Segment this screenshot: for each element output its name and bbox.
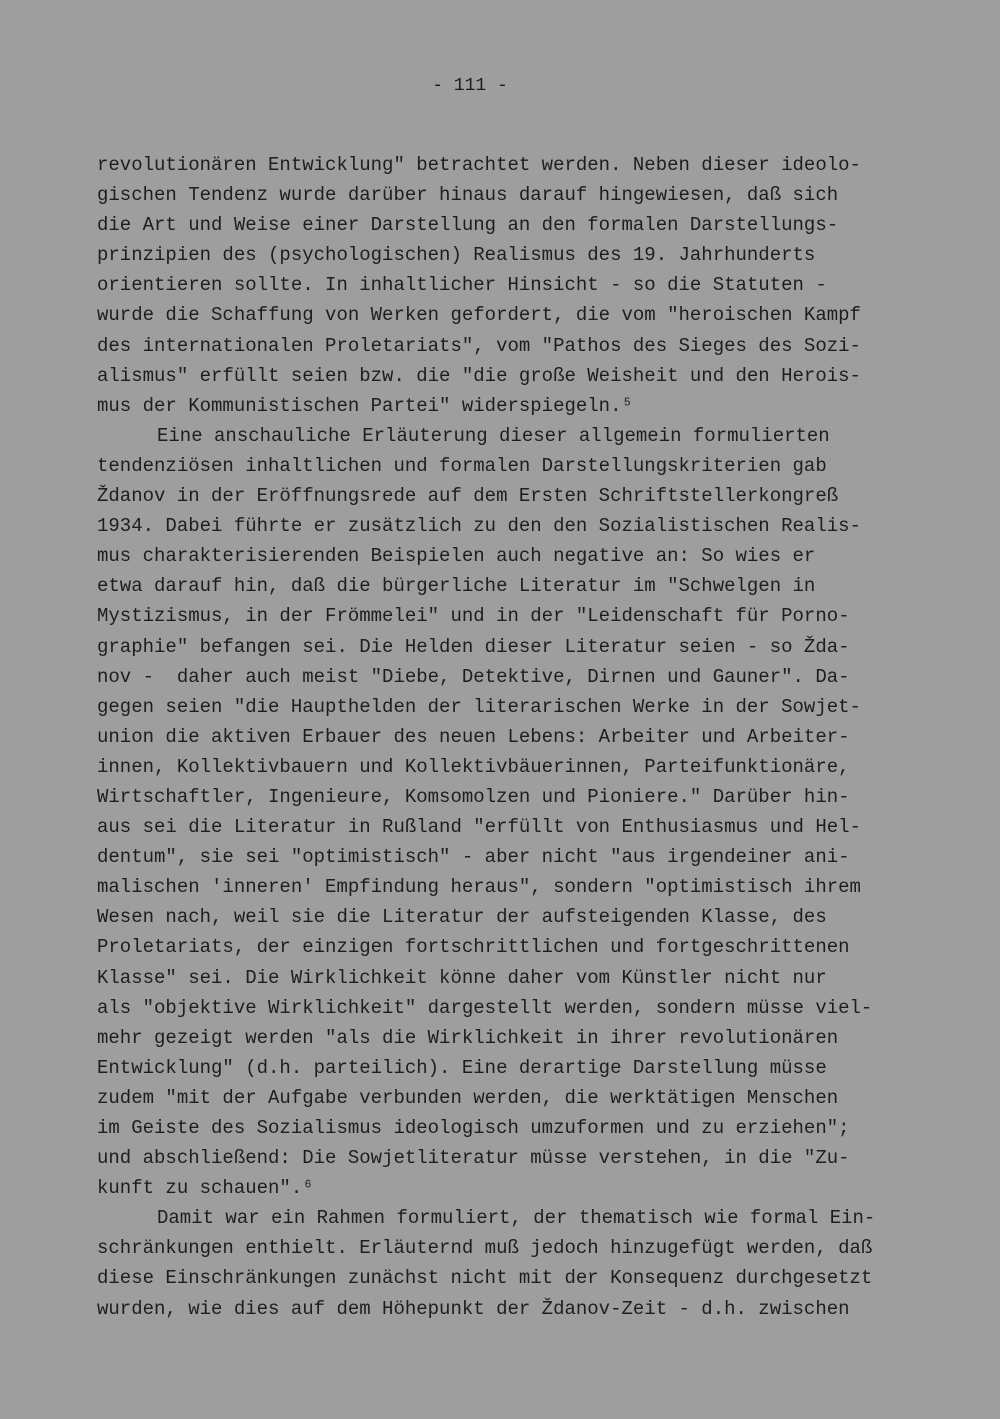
text-line: revolutionären Entwicklung" betrachtet werden. Neben dieser ideolo- xyxy=(97,154,861,176)
text-line: Ždanov in der Eröffnungsrede auf dem Ersten Schriftstellerkongreß xyxy=(97,485,839,508)
text-line: alismus" erfüllt seien bzw. die "die große Weisheit und den Herois- xyxy=(97,364,861,387)
text-line: des internationalen Proletariats", vom "Pathos des Sieges des Sozi- xyxy=(97,334,861,357)
text-line: mus charakterisierenden Beispielen auch negative an: So wies er xyxy=(97,545,816,568)
text-line: Klasse" sei. Die Wirklichkeit könne daher vom Künstler nicht nur xyxy=(97,966,827,989)
text-line: wurde die Schaffung von Werken gefordert, die vom "heroischen Kampf xyxy=(97,304,861,327)
text-line: 1934. Dabei führte er zusätzlich zu den den Sozialistischen Realis- xyxy=(97,515,861,538)
text-line: als "objektive Wirklichkeit" dargestellt werden, sondern müsse viel- xyxy=(97,996,873,1019)
text-line: etwa darauf hin, daß die bürgerliche Literatur im "Schwelgen in xyxy=(97,575,816,598)
text-line: Wesen nach, weil sie die Literatur der aufsteigenden Klasse, des xyxy=(97,906,827,929)
text-line: mus der Kommunistischen Partei" widerspiegeln.⁵ xyxy=(97,394,633,417)
text-line: malischen 'inneren' Empfindung heraus", sondern "optimistisch ihrem xyxy=(97,876,861,899)
text-line: Damit war ein Rahmen formuliert, der thematisch wie formal Ein- xyxy=(157,1207,876,1230)
text-line: Entwicklung" (d.h. parteilich). Eine derartige Darstellung müsse xyxy=(97,1056,827,1079)
text-line: prinzipien des (psychologischen) Realismus des 19. Jahrhunderts xyxy=(97,244,816,267)
text-line: dentum", sie sei "optimistisch" - aber nicht "aus irgendeiner ani- xyxy=(97,846,850,869)
page-number: - 111 - xyxy=(432,76,508,96)
text-line: Wirtschaftler, Ingenieure, Komsomolzen und Pioniere." Darüber hin- xyxy=(97,785,850,808)
text-line: im Geiste des Sozialismus ideologisch umzuformen und zu erziehen"; xyxy=(97,1117,850,1139)
text-line: kunft zu schauen".⁶ xyxy=(97,1177,314,1200)
text-line: schränkungen enthielt. Erläuternd muß jedoch hinzugefügt werden, daß xyxy=(97,1237,873,1260)
text-line: aus sei die Literatur in Rußland "erfüllt von Enthusiasmus und Hel- xyxy=(97,816,861,839)
text-line: orientieren sollte. In inhaltlicher Hinsicht - so die Statuten - xyxy=(97,274,827,297)
text-line: zudem "mit der Aufgabe verbunden werden, die werktätigen Menschen xyxy=(97,1086,839,1109)
text-line: gegen seien "die Haupthelden der literarischen Werke in der Sowjet- xyxy=(97,695,861,718)
text-line: Proletariats, der einzigen fortschrittlichen und fortgeschrittenen xyxy=(97,936,850,959)
text-line: wurden, wie dies auf dem Höhepunkt der Ždanov-Zeit - d.h. zwischen xyxy=(97,1297,850,1320)
text-line: graphie" befangen sei. Die Helden dieser Literatur seien - so Žda- xyxy=(97,635,850,658)
text-line: tendenziösen inhaltlichen und formalen Darstellungskriterien gab xyxy=(97,454,827,477)
text-line: und abschließend: Die Sowjetliteratur müsse verstehen, in die "Zu- xyxy=(97,1147,850,1170)
text-line: gischen Tendenz wurde darüber hinaus darauf hingewiesen, daß sich xyxy=(97,184,839,207)
text-line: nov - daher auch meist "Diebe, Detektive, Dirnen und Gauner". Da- xyxy=(97,665,850,688)
text-line: Mystizismus, in der Frömmelei" und in der "Leidenschaft für Porno- xyxy=(97,605,850,628)
body-text xyxy=(97,150,927,1324)
text-line: diese Einschränkungen zunächst nicht mit der Konsequenz durchgesetzt xyxy=(97,1267,873,1290)
text-line: mehr gezeigt werden "als die Wirklichkeit in ihrer revolutionären xyxy=(97,1026,839,1049)
text-line: union die aktiven Erbauer des neuen Lebens: Arbeiter und Arbeiter- xyxy=(97,725,850,748)
text-line: innen, Kollektivbauern und Kollektivbäuerinnen, Parteifunktionäre, xyxy=(97,755,850,778)
text-line: Eine anschauliche Erläuterung dieser allgemein formulierten xyxy=(157,424,830,447)
text-line: die Art und Weise einer Darstellung an den formalen Darstellungs- xyxy=(97,214,839,237)
